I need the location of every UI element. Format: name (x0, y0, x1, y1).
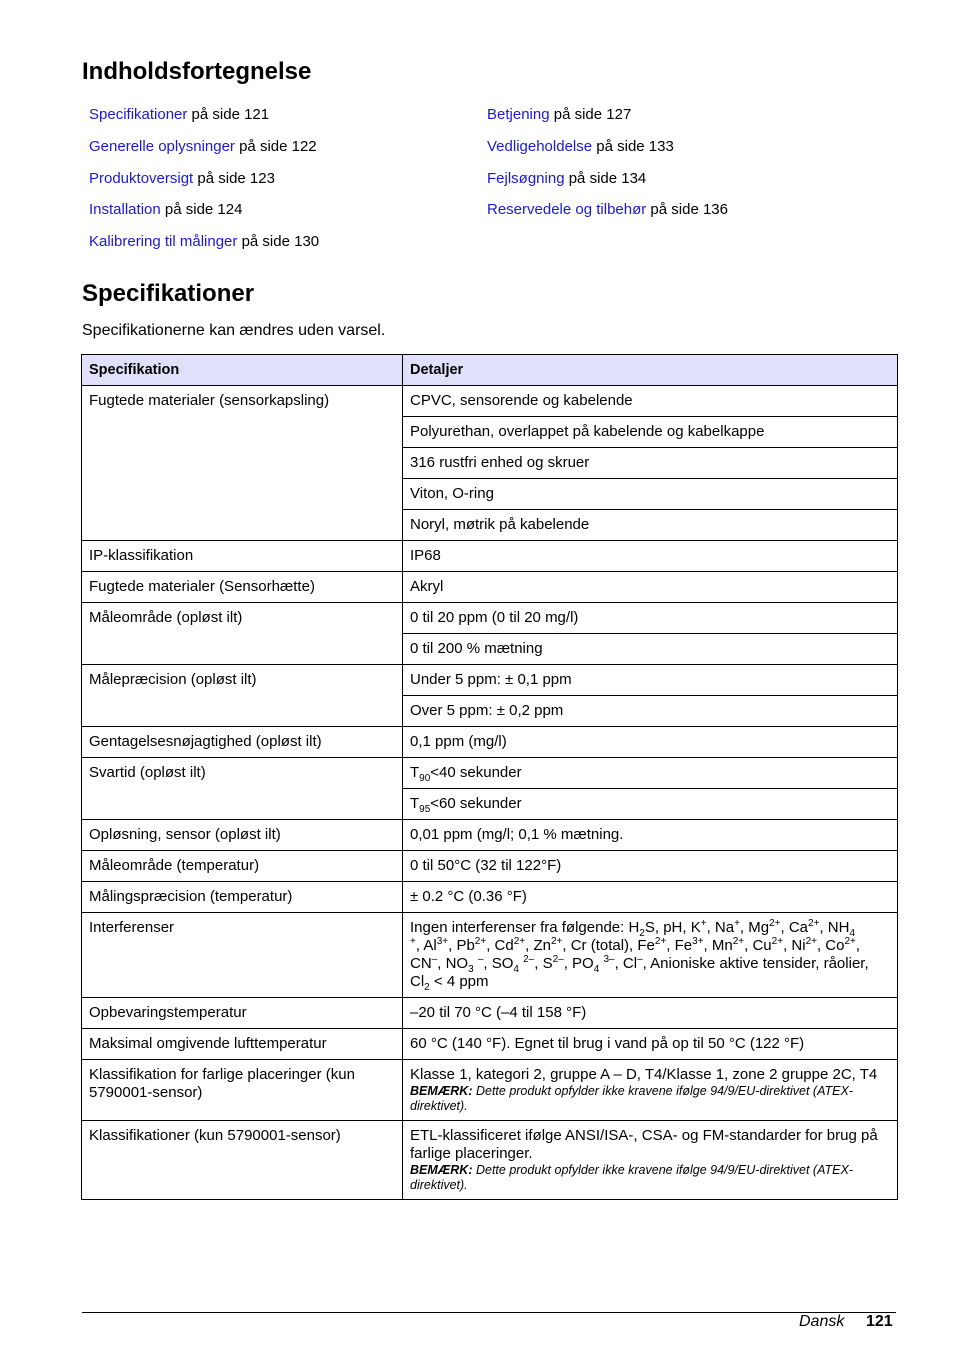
table-row (82, 603, 898, 634)
toc-link-produktoversigt[interactable]: Produktoversigt (89, 169, 194, 187)
spec-label: Klassifikation for farlige placeringer (kun 5790001-sensor) (82, 1060, 403, 1121)
toc-link-vedligeholdelse[interactable]: Vedligeholdelse (487, 137, 593, 155)
toc-item (89, 106, 319, 138)
toc-right-column (487, 106, 728, 233)
spec-value-with-note (403, 1121, 898, 1200)
toc-title: Indholdsfortegnelse (82, 58, 312, 85)
spec-label: Maksimal omgivende lufttemperatur (82, 1029, 403, 1060)
spec-value: Akryl (403, 572, 898, 603)
spec-label: Gentagelsesnøjagtighed (opløst ilt) (82, 727, 403, 758)
toc-page-ref: på side 122 (234, 137, 317, 155)
spec-label: Fugtede materialer (Sensorhætte) (82, 572, 403, 603)
table-header-row (82, 355, 898, 386)
spec-label: Måleområde (opløst ilt) (82, 603, 403, 665)
toc-item (487, 106, 728, 138)
footer-language: Dansk (799, 1313, 845, 1330)
spec-value: –20 til 70 °C (–4 til 158 °F) (403, 998, 898, 1029)
t-subscript: 95 (419, 804, 431, 815)
toc-link-specifikationer[interactable]: Specifikationer (89, 106, 188, 123)
cert-text: ETL-klassificeret ifølge ANSI/ISA-, CSA- og FM-standarder for brug på farlige placeringer. (410, 1127, 878, 1162)
spec-value: 0,01 ppm (mg/l; 0,1 % mætning. (403, 820, 898, 851)
table-row (82, 998, 898, 1029)
spec-label: Interferenser (82, 913, 403, 998)
table-row (82, 572, 898, 603)
spec-value: Noryl, møtrik på kabelende (403, 510, 898, 541)
toc-left-column (89, 106, 319, 265)
table-row (82, 386, 898, 417)
spec-value-with-note (403, 1060, 898, 1121)
toc-page-ref: på side 121 (187, 106, 270, 123)
spec-table (81, 354, 898, 1200)
t-subscript: 90 (419, 773, 431, 784)
table-row (82, 820, 898, 851)
toc-item (487, 201, 728, 233)
spec-value (403, 789, 898, 820)
table-row (82, 665, 898, 696)
spec-label: IP-klassifikation (82, 541, 403, 572)
intro-text: Specifikationerne kan ændres uden varsel. (82, 322, 386, 339)
spec-value: Over 5 ppm: ± 0,2 ppm (403, 696, 898, 727)
note (410, 1084, 890, 1114)
spec-value: IP68 (403, 541, 898, 572)
response-text: <40 sekunder (430, 764, 522, 781)
page-number: 121 (866, 1313, 893, 1330)
spec-value: Viton, O-ring (403, 479, 898, 510)
interference-value: Ingen interferenser fra følgende: $H_2S$, pH, K+, Na+, $Mg^{2+}$, $Ca^{2+}$, $NH_4$ +, $Al^{3+}$, $Pb^{2+}$, $Cd^{2+}$, $Zn^{2+}$, Cr (total), $Fe^{2+}$, $Fe^{3+}$, $Mn^{2+}$, $Cu^{2+}$, $Ni^{2+}$, $Co^{2+}$, CN–, $NO_3$ –, $SO_4$ $^{2-}$, $S^{2-}$, $PO_4$ $^{3-}$, Cl–, Anioniske aktive tensider, råolier, $Cl_2 < 4$ ppm (403, 913, 898, 998)
spec-value: 0 til 200 % mætning (403, 634, 898, 665)
toc-link-reservedele[interactable]: Reservedele og tilbehør (487, 201, 647, 219)
toc-link-betjening[interactable]: Betjening (487, 106, 550, 123)
toc-page-ref: på side 130 (237, 233, 320, 251)
t-symbol: T (410, 764, 420, 781)
table-row (82, 851, 898, 882)
toc-item (487, 170, 728, 202)
toc-item (487, 138, 728, 170)
spec-label: Svartid (opløst ilt) (82, 758, 403, 820)
spec-label: Målepræcision (opløst ilt) (82, 665, 403, 727)
toc-item (89, 233, 319, 265)
section-title: Specifikationer (82, 280, 255, 307)
spec-label: Opbevaringstemperatur (82, 998, 403, 1029)
note (410, 1163, 890, 1193)
spec-label: Klassifikationer (kun 5790001-sensor) (82, 1121, 403, 1200)
table-row (82, 541, 898, 572)
table-row (82, 1121, 898, 1200)
spec-label: Måleområde (temperatur) (82, 851, 403, 882)
note-text: Dette produkt opfylder ikke kravene ifølge 94/9/EU-direktivet (ATEX-direktivet). (410, 1084, 853, 1113)
toc-page-ref: på side 123 (193, 169, 275, 187)
toc-item (89, 201, 319, 233)
spec-value: Polyurethan, overlappet på kabelende og kabelkappe (403, 417, 898, 448)
spec-label: Opløsning, sensor (opløst ilt) (82, 820, 403, 851)
spec-value: 60 °C (140 °F). Egnet til brug i vand på op til 50 °C (122 °F) (403, 1029, 898, 1060)
hazard-text: Klasse 1, kategori 2, gruppe A – D, T4/Klasse 1, zone 2 gruppe 2C, T4 (410, 1066, 878, 1083)
table-row (82, 913, 898, 998)
spec-value: 0 til 20 ppm (0 til 20 mg/l) (403, 603, 898, 634)
spec-value: CPVC, sensorende og kabelende (403, 386, 898, 417)
spec-value: ± 0.2 °C (0.36 °F) (403, 882, 898, 913)
toc-link-kalibrering[interactable]: Kalibrering til målinger (89, 233, 238, 251)
toc-page-ref: på side 136 (646, 201, 728, 219)
toc-item (89, 138, 319, 170)
table-row (82, 1060, 898, 1121)
toc-page-ref: på side 134 (564, 169, 647, 187)
table-row (82, 1029, 898, 1060)
spec-value: 316 rustfri enhed og skruer (403, 448, 898, 479)
response-text: <60 sekunder (430, 795, 522, 812)
spec-value: 0 til 50°C (32 til 122°F) (403, 851, 898, 882)
toc-item (89, 170, 319, 202)
spec-value: Under 5 ppm: ± 0,1 ppm (403, 665, 898, 696)
table-row (82, 882, 898, 913)
table-row (82, 727, 898, 758)
toc-link-fejlsogning[interactable]: Fejlsøgning (487, 169, 565, 187)
header-specification: Specifikation (82, 355, 403, 386)
t-symbol: T (410, 795, 420, 812)
toc-page-ref: på side 124 (160, 201, 243, 219)
toc-link-installation[interactable]: Installation (89, 201, 161, 219)
spec-value: 0,1 ppm (mg/l) (403, 727, 898, 758)
spec-value (403, 758, 898, 789)
header-details: Detaljer (403, 355, 898, 386)
toc-page-ref: på side 133 (592, 137, 674, 155)
table-row (82, 758, 898, 789)
note-label: BEMÆRK: (410, 1163, 473, 1177)
note-label: BEMÆRK: (410, 1084, 473, 1098)
note-text: Dette produkt opfylder ikke kravene ifølge 94/9/EU-direktivet (ATEX-direktivet). (410, 1163, 853, 1192)
toc-page-ref: på side 127 (549, 106, 632, 123)
spec-label: Målingspræcision (temperatur) (82, 882, 403, 913)
spec-label: Fugtede materialer (sensorkapsling) (82, 386, 403, 541)
toc-link-generelle[interactable]: Generelle oplysninger (89, 137, 235, 155)
footer-divider (82, 1312, 896, 1313)
